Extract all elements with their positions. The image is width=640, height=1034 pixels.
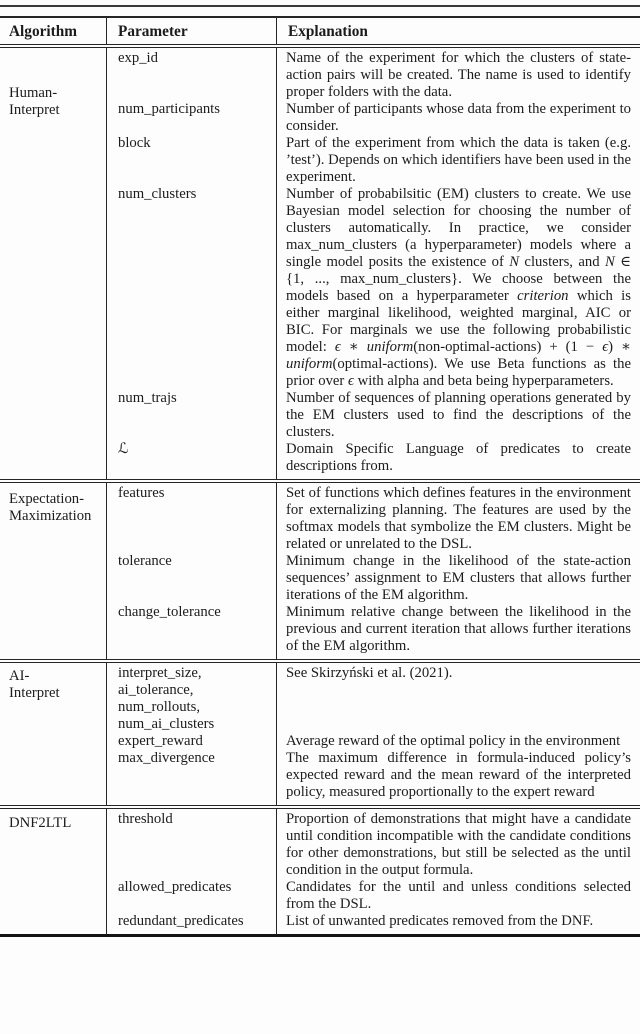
table-header-row <box>0 18 640 44</box>
parameter-name: block <box>118 135 151 151</box>
algorithm-label <box>0 809 106 934</box>
explanation-cell: Part of the experiment from which the data is taken (e.g. ’test’). Depends on which identifiers have been used in the experiment. <box>276 135 640 186</box>
parameter-name: interpret_size, <box>118 665 202 681</box>
algorithm-label-line: Maximization <box>9 508 92 524</box>
algorithm-label <box>0 48 106 479</box>
table-section <box>0 48 640 479</box>
algorithm-label-line: Interpret <box>9 102 60 118</box>
parameter-cell <box>107 913 276 934</box>
parameter-name: num_clusters <box>118 186 197 202</box>
table-row <box>107 913 640 934</box>
explanation-cell: See Skirzyński et al. (2021). <box>276 663 640 733</box>
parameter-cell <box>107 390 276 441</box>
explanation-cell: Domain Specific Language of predicates to create descriptions from. <box>276 441 640 479</box>
table-bottom-rule <box>0 934 640 937</box>
table-row <box>107 483 640 553</box>
parameter-cell <box>107 135 276 186</box>
explanation-cell: Number of participants whose data from the experiment to consider. <box>276 101 640 135</box>
explanation-cell: Minimum relative change between the likelihood in the previous and current iteration that allows further iterations of the EM algorithm. <box>276 604 640 659</box>
parameter-cell <box>107 101 276 135</box>
table-row <box>107 553 640 604</box>
section-rows <box>106 48 640 479</box>
parameter-cell <box>107 553 276 604</box>
algorithm-label-line: DNF2LTL <box>9 815 72 831</box>
explanation-cell: Number of sequences of planning operations generated by the EM clusters used to find the descriptions of the clusters. <box>276 390 640 441</box>
table-row <box>107 48 640 101</box>
parameter-name: exp_id <box>118 50 158 66</box>
parameter-name: features <box>118 485 165 501</box>
algorithm-label-line: Expectation- <box>9 491 85 507</box>
page-top-rule <box>0 5 640 7</box>
parameter-name: threshold <box>118 811 173 827</box>
table-row <box>107 604 640 659</box>
algorithm-label-line: AI- <box>9 668 30 684</box>
explanation-cell: Candidates for the until and unless conditions selected from the DSL. <box>276 879 640 913</box>
explanation-cell: List of unwanted predicates removed from the DNF. <box>276 913 640 934</box>
parameter-cell <box>107 186 276 390</box>
parameter-name: change_tolerance <box>118 604 221 620</box>
table-row <box>107 809 640 879</box>
parameter-name: num_rollouts, <box>118 699 201 715</box>
table-section <box>0 809 640 934</box>
table-row <box>107 390 640 441</box>
table-row <box>107 663 640 733</box>
parameter-cell <box>107 809 276 879</box>
explanation-cell: Number of probabilsitic (EM) clusters to create. We use Bayesian model selection for choosing the number of clusters automatically. In practice, we consider max_num_clusters (a hyperparameter) models where a single model posits the existence of N clusters, and N ∈ {1, ..., max_num_clusters}. We choose between the models based on a hyperparameter criterion which is either marginal likelihood, weighted marginal, AIC or BIC. For marginals we use the following probabilistic model: ϵ ∗ uniform(non-optimal-actions) + (1 − ϵ) ∗ uniform(optimal-actions). We use Beta functions as the prior over ϵ with alpha and beta being hyperparameters. <box>276 186 640 390</box>
table-section <box>0 483 640 659</box>
explanation-cell: Set of functions which defines features in the environment for externalizing planning. The features are used by the softmax models that symbolize the EM clusters. Might be related or unrelated to the DSL. <box>276 483 640 553</box>
table-row <box>107 733 640 750</box>
parameter-cell <box>107 604 276 659</box>
explanation-cell: Minimum change in the likelihood of the state-action sequences’ assignment to EM clusters that allows further iterations of the EM algorithm. <box>276 553 640 604</box>
table-section <box>0 663 640 805</box>
explanation-cell: Proportion of demonstrations that might have a candidate until condition incompatible with the candidate conditions for other demonstrations, but still be selected as the until condition in the output formula. <box>276 809 640 879</box>
parameter-cell <box>107 48 276 101</box>
header-algorithm: Algorithm <box>9 23 77 40</box>
parameter-name: tolerance <box>118 553 172 569</box>
parameter-name: num_trajs <box>118 390 177 406</box>
header-explanation: Explanation <box>276 18 640 44</box>
algorithm-label-line: Interpret <box>9 685 60 701</box>
table-row <box>107 101 640 135</box>
parameter-name: expert_reward <box>118 733 203 749</box>
parameter-cell <box>107 733 276 750</box>
table-row <box>107 879 640 913</box>
header-parameter: Parameter <box>106 18 276 44</box>
parameters-table <box>0 16 640 937</box>
section-rows <box>106 483 640 659</box>
explanation-cell: The maximum difference in formula-induced policy’s expected reward and the mean reward of the interpreted policy, measured proportionally to the expert reward <box>276 750 640 805</box>
parameter-name: allowed_predicates <box>118 879 232 895</box>
algorithm-label <box>0 663 106 805</box>
parameter-name: num_ai_clusters <box>118 716 215 732</box>
section-rows <box>106 663 640 805</box>
parameter-name: redundant_predicates <box>118 913 244 929</box>
parameter-name: ℒ <box>118 441 129 457</box>
parameter-name: ai_tolerance, <box>118 682 194 698</box>
parameter-name: num_participants <box>118 101 220 117</box>
section-rows <box>106 809 640 934</box>
table-row <box>107 186 640 390</box>
table-row <box>107 441 640 479</box>
table-body <box>0 48 640 934</box>
table-row <box>107 750 640 805</box>
parameter-name: max_divergence <box>118 750 215 766</box>
algorithm-label-line: Human- <box>9 85 58 101</box>
explanation-cell: Average reward of the optimal policy in the environment <box>276 733 640 750</box>
parameter-cell <box>107 441 276 479</box>
parameter-cell <box>107 663 276 733</box>
explanation-cell: Name of the experiment for which the clusters of state-action pairs will be created. The name is used to identify proper folders with the data. <box>276 48 640 101</box>
parameter-cell <box>107 879 276 913</box>
algorithm-label <box>0 483 106 659</box>
table-row <box>107 135 640 186</box>
parameter-cell <box>107 483 276 553</box>
parameter-cell <box>107 750 276 805</box>
